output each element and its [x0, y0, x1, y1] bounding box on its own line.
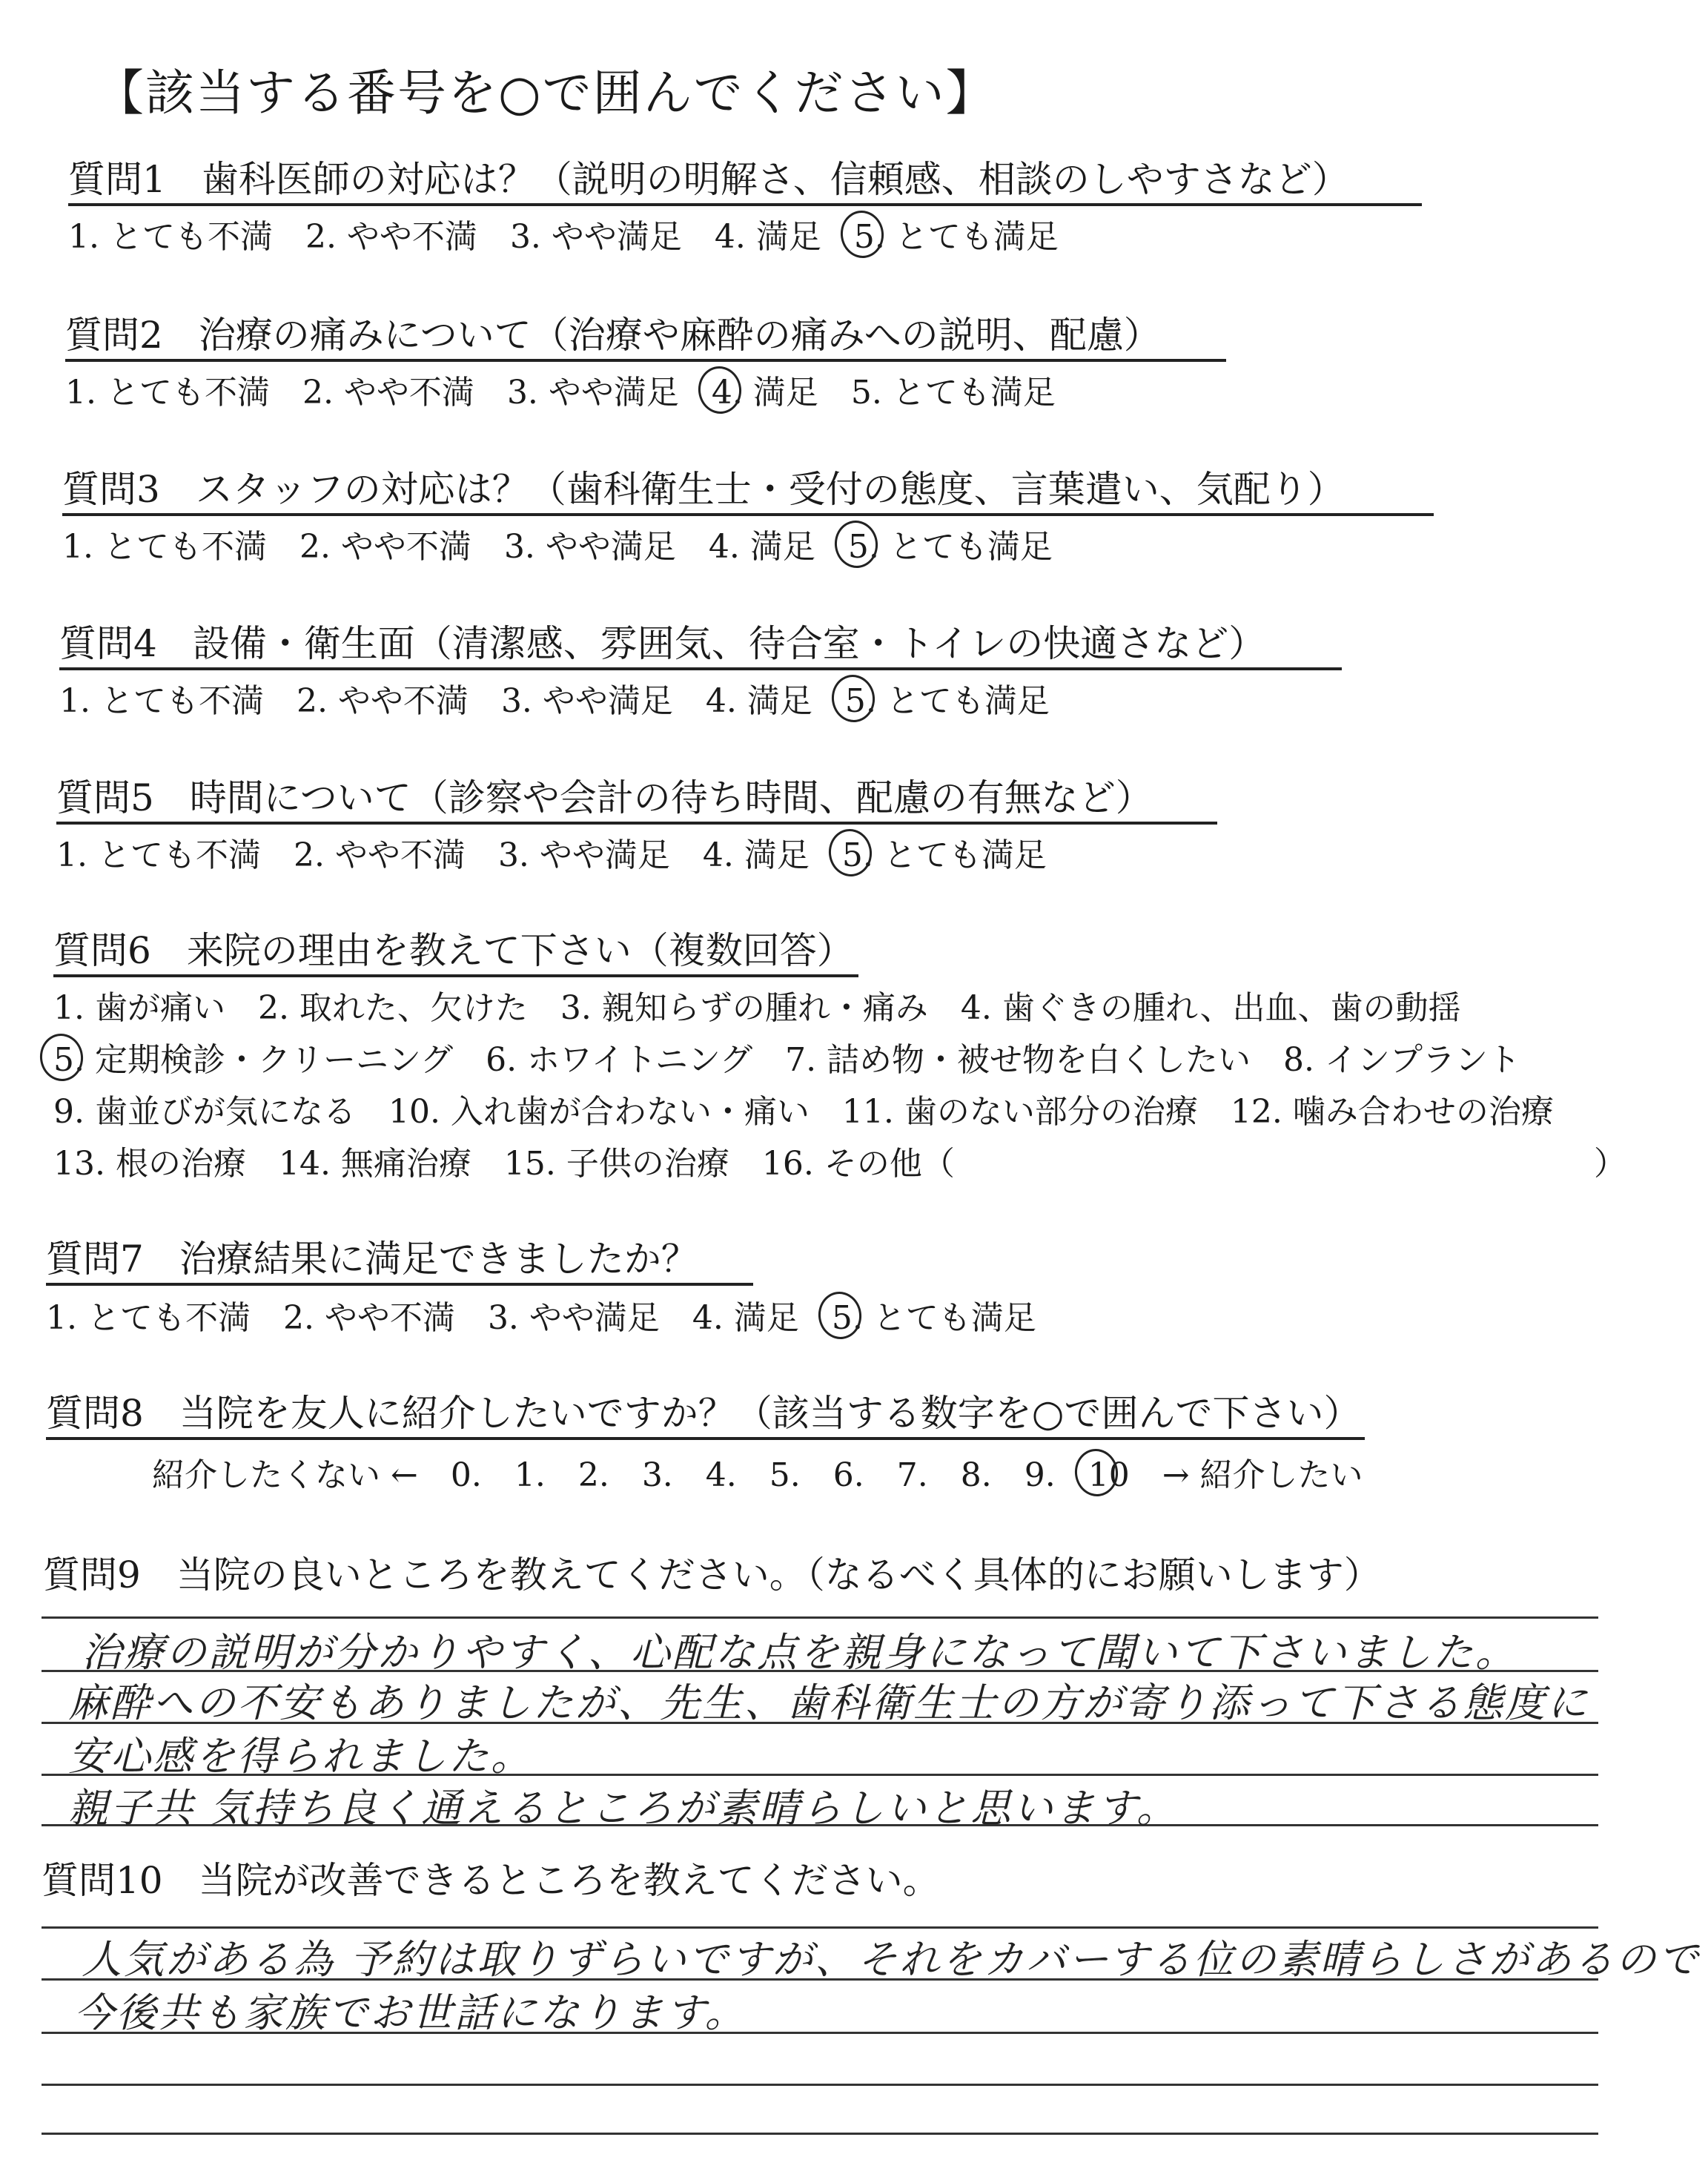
q2-option-3[interactable]: 3. やや満足: [506, 374, 679, 412]
q4-option-3[interactable]: 3. やや満足: [500, 682, 673, 720]
question-3-text: スタッフの対応は？（歯科衛生士・受付の態度、言葉遣い、気配り）: [195, 468, 1345, 511]
question-7-number: 質問7: [46, 1238, 144, 1281]
q7-option-5-circled[interactable]: 5. とても満足: [832, 1296, 1036, 1341]
q7-option-4[interactable]: 4. 満足: [692, 1299, 799, 1337]
question-7-heading: [46, 1235, 753, 1286]
question-2-heading: [65, 311, 1226, 362]
q1-option-5-circled[interactable]: 5. とても満足: [854, 215, 1059, 260]
question-3-options: [62, 525, 1085, 569]
scale-value-10-circled[interactable]: 10: [1088, 1453, 1130, 1498]
q6-option-5-circled[interactable]: 5. 定期検診・クリーニング 6. ホワイトニング 7. 詰め物・被せ物を白くしたい 8. インプラント: [53, 1038, 1520, 1083]
question-8-text: 当院を友人に紹介したいですか？（該当する数字を○で囲んで下さい）: [179, 1392, 1361, 1435]
question-4-heading: [59, 620, 1342, 670]
question-4-number: 質問4: [59, 622, 157, 665]
question-3-number: 質問3: [62, 468, 160, 511]
question-3-heading: [62, 466, 1434, 516]
q5-option-2[interactable]: 2. やや不満: [293, 836, 466, 874]
q5-option-4[interactable]: 4. 満足: [702, 836, 810, 874]
q2-option-2[interactable]: 2. やや不満: [302, 374, 474, 412]
question-5-number: 質問5: [56, 776, 154, 819]
q7-option-2[interactable]: 2. やや不満: [282, 1299, 455, 1337]
question-2-options: [65, 371, 1088, 415]
q9-answer-line-4[interactable]: 親子共 気持ち良く通えるところが素晴らしいと思います。: [68, 1785, 1179, 1832]
q10-answer-line-2[interactable]: 今後共も家族でお世話になります。: [74, 1989, 747, 2036]
q3-option-1[interactable]: 1. とても不満: [62, 528, 267, 566]
q3-option-2[interactable]: 2. やや不満: [299, 528, 471, 566]
question-8-number: 質問8: [46, 1392, 144, 1435]
question-5-text: 時間について（診察や会計の待ち時間、配慮の有無など）: [189, 776, 1153, 819]
question-1-text: 歯科医師の対応は？（説明の明解さ、信頼感、相談のしやすさなど）: [201, 158, 1349, 201]
answer-line: [42, 1616, 1598, 1619]
scale-value-5[interactable]: 5.: [769, 1456, 801, 1494]
q2-option-4-circled[interactable]: 4. 満足: [712, 371, 818, 415]
answer-line: [42, 2133, 1598, 2135]
q3-option-4[interactable]: 4. 満足: [708, 528, 815, 566]
q9-answer-line-2[interactable]: 麻酔への不安もありましたが、先生、歯科衛生士の方が寄り添って下さる態度に: [68, 1680, 1589, 1726]
q6-option-line-2[interactable]: [53, 1038, 1520, 1083]
q5-option-3[interactable]: 3. やや満足: [497, 836, 670, 874]
q9-answer-line-1[interactable]: 治療の説明が分かりやすく、心配な点を親身になって聞いて下さいました。: [82, 1629, 1517, 1676]
scale-value-9[interactable]: 9.: [1024, 1456, 1056, 1494]
question-9-heading: [43, 1551, 1386, 1599]
scale-value-0[interactable]: 0.: [450, 1456, 482, 1494]
q7-option-1[interactable]: 1. とても不満: [46, 1299, 251, 1337]
page-title: 【該当する番号を○で囲んでください】: [95, 65, 996, 122]
question-2-number: 質問2: [65, 314, 163, 357]
scale-value-8[interactable]: 8.: [960, 1456, 992, 1494]
question-4-text: 設備・衛生面（清潔感、雰囲気、待合室・トイレの快適さなど）: [192, 622, 1266, 665]
q1-option-2[interactable]: 2. やや不満: [305, 218, 477, 256]
question-7-text: 治療結果に満足できましたか？: [179, 1238, 698, 1281]
question-10-text: 当院が改善できるところを教えてください。: [198, 1859, 940, 1902]
q5-option-1[interactable]: 1. とても不満: [56, 836, 261, 874]
scale-value-6[interactable]: 6.: [833, 1456, 864, 1494]
q6-option-line-3[interactable]: 9. 歯並びが気になる 10. 入れ歯が合わない・痛い 11. 歯のない部分の治療 12. 噛み合わせの治療: [53, 1093, 1554, 1131]
q7-option-3[interactable]: 3. やや満足: [487, 1299, 660, 1337]
question-6-heading: [53, 927, 858, 977]
scale-value-1[interactable]: 1.: [514, 1456, 546, 1494]
question-1-heading: [68, 156, 1422, 206]
q5-option-5-circled[interactable]: 5. とても満足: [842, 833, 1047, 878]
scale-left-label: 紹介したくない ←: [152, 1456, 418, 1494]
scale-value-2[interactable]: 2.: [577, 1456, 609, 1494]
q3-option-3[interactable]: 3. やや満足: [503, 528, 676, 566]
scale-right-label: → 紹介したい: [1162, 1456, 1363, 1494]
question-5-heading: [56, 774, 1217, 825]
question-10-number: 質問10: [42, 1859, 163, 1902]
q4-option-1[interactable]: 1. とても不満: [59, 682, 264, 720]
question-9-number: 質問9: [43, 1553, 141, 1596]
question-6-number: 質問6: [53, 929, 151, 972]
question-8-scale: [152, 1453, 1396, 1498]
q10-answer-line-1[interactable]: 人気がある為 予約は取りずらいですが、それをカバーする位の素晴らしさがあるので: [82, 1936, 1701, 1983]
question-2-text: 治療の痛みについて（治療や麻酔の痛みへの説明、配慮）: [198, 314, 1161, 357]
answer-line: [42, 2084, 1598, 2086]
question-6-text: 来院の理由を教えて下さい（複数回答）: [186, 929, 854, 972]
question-8-heading: [46, 1390, 1365, 1440]
q4-option-2[interactable]: 2. やや不満: [296, 682, 469, 720]
q4-option-4[interactable]: 4. 満足: [705, 682, 812, 720]
q1-option-3[interactable]: 3. やや満足: [509, 218, 682, 256]
question-5-options: [56, 833, 1079, 878]
q6-close-paren: ）: [1594, 1145, 1626, 1183]
q9-answer-line-3[interactable]: 安心感を得られました。: [68, 1733, 533, 1780]
q3-option-5-circled[interactable]: 5. とても満足: [848, 525, 1053, 569]
question-1-number: 質問1: [68, 158, 166, 201]
q2-option-1[interactable]: 1. とても不満: [65, 374, 270, 412]
q2-option-5[interactable]: 5. とても満足: [850, 374, 1056, 412]
question-7-options: [46, 1296, 1069, 1341]
question-9-text: 当院の良いところを教えてください。（なるべく具体的にお願いします）: [176, 1553, 1381, 1596]
question-1-options: [68, 215, 1091, 260]
question-10-heading: [42, 1857, 944, 1904]
scale-value-4[interactable]: 4.: [705, 1456, 737, 1494]
q6-option-line-1[interactable]: 1. 歯が痛い 2. 取れた、欠けた 3. 親知らずの腫れ・痛み 4. 歯ぐきの腫れ、出血、歯の動揺: [53, 989, 1461, 1027]
scale-value-7[interactable]: 7.: [896, 1456, 928, 1494]
q6-option-line-4[interactable]: 13. 根の治療 14. 無痛治療 15. 子供の治療 16. その他（: [53, 1145, 955, 1183]
scale-value-3[interactable]: 3.: [641, 1456, 673, 1494]
question-4-options: [59, 679, 1082, 724]
q4-option-5-circled[interactable]: 5. とても満足: [845, 679, 1050, 724]
q1-option-4[interactable]: 4. 満足: [714, 218, 821, 256]
q1-option-1[interactable]: 1. とても不満: [68, 218, 273, 256]
